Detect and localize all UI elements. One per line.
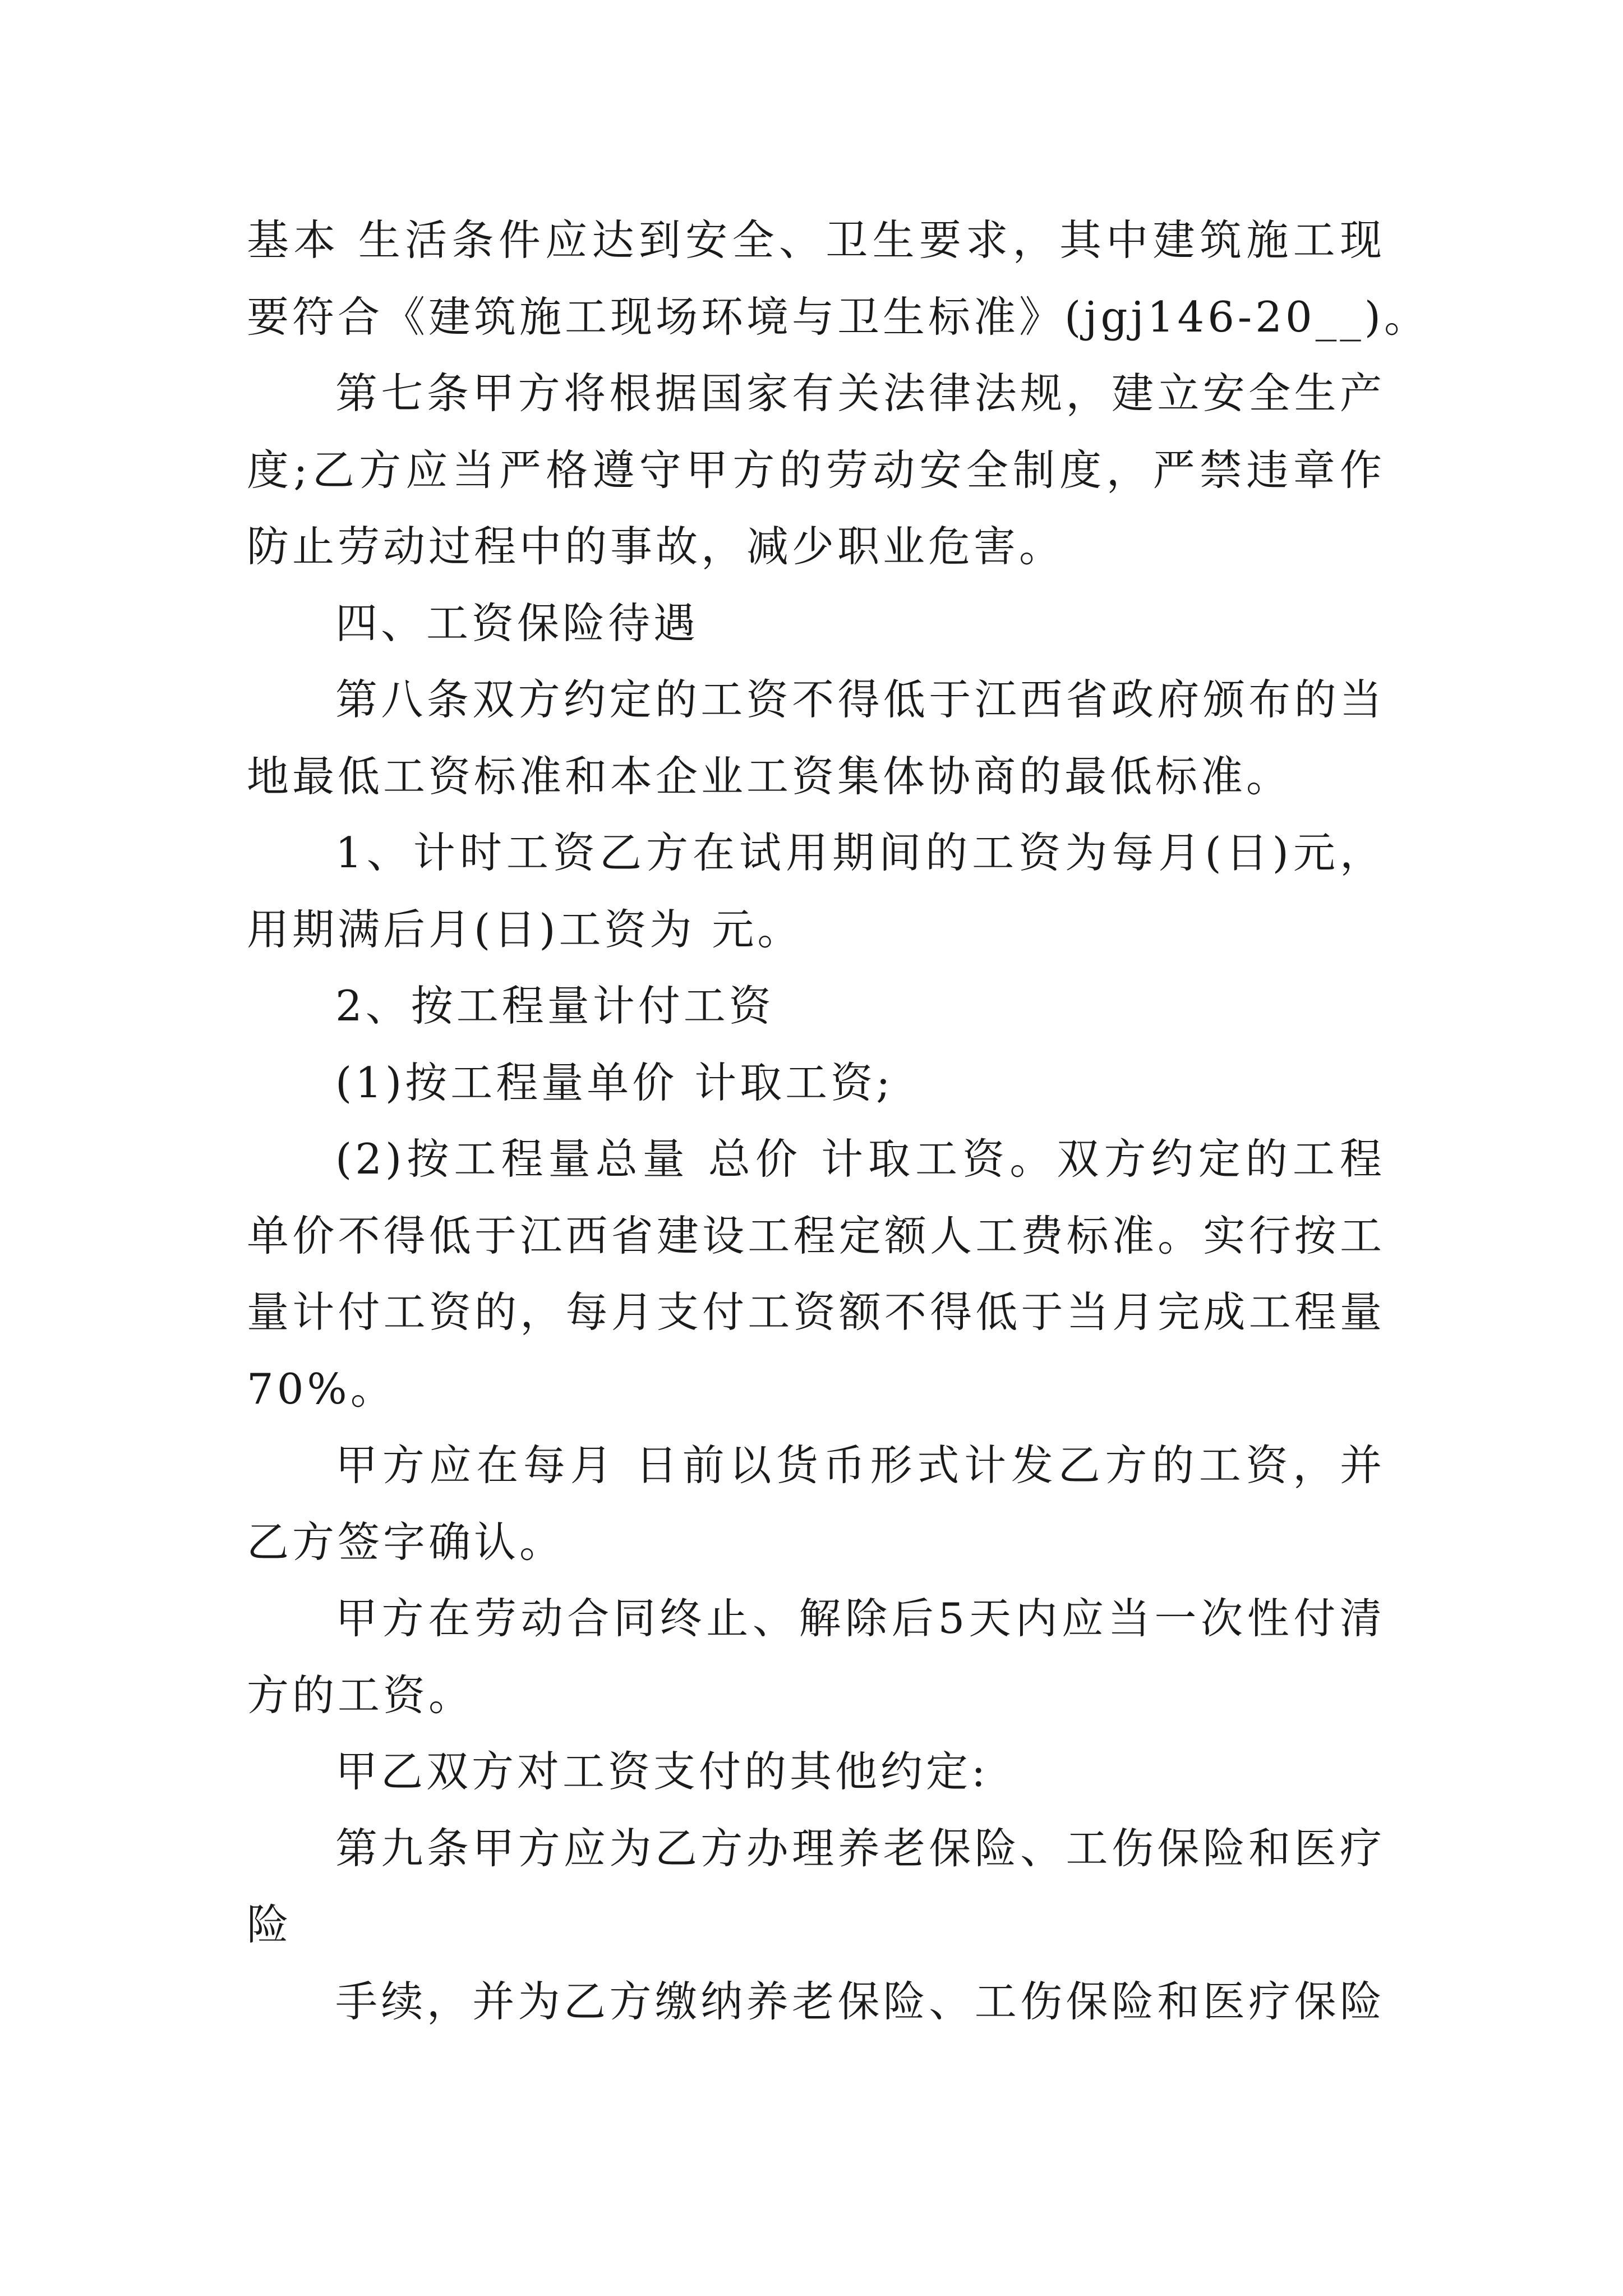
text-line: 1、计时工资乙方在试用期间的工资为每月(日)元， — [335, 828, 1385, 877]
text-line: 要符合《建筑施工现场环境与卫生标准》(jgj146-20__)。 — [247, 292, 1430, 342]
text-line: 单价不得低于江西省建设工程定额人工费标准。实行按工 — [247, 1211, 1385, 1260]
text-line: 险 — [247, 1900, 293, 1949]
text-line: 70%。 — [247, 1364, 396, 1414]
text-line: 甲方应在每月 日前以货币形式计发乙方的工资，并 — [335, 1441, 1385, 1490]
text-line: 地最低工资标准和本企业工资集体协商的最低标准。 — [247, 751, 1292, 801]
text-line: 第八条双方约定的工资不得低于江西省政府颁布的当 — [335, 675, 1385, 724]
text-line: 2、按工程量计付工资 — [335, 981, 774, 1030]
text-line: 量计付工资的，每月支付工资额不得低于当月完成工程量 — [247, 1287, 1385, 1337]
text-line: (2)按工程量总量 总价 计取工资。双方约定的工程 — [335, 1134, 1385, 1184]
text-line: 基本 生活条件应达到安全、卫生要求，其中建筑施工现 — [247, 215, 1385, 265]
document-body — [247, 202, 1430, 2040]
text-line: 甲乙双方对工资支付的其他约定: — [335, 1747, 989, 1796]
text-line: 甲方在劳动合同终止、解除后5天内应当一次性付清 — [335, 1594, 1385, 1643]
text-line: 方的工资。 — [247, 1670, 474, 1720]
text-line: 第七条甲方将根据国家有关法律法规，建立安全生产 — [335, 369, 1385, 418]
text-line: (1)按工程量单价 计取工资; — [335, 1057, 894, 1107]
text-line: 度;乙方应当严格遵守甲方的劳动安全制度，严禁违章作 — [247, 445, 1385, 495]
text-line: 四、工资保险待遇 — [335, 598, 699, 648]
text-line: 手续，并为乙方缴纳养老保险、工伤保险和医疗保险 — [335, 1976, 1385, 2026]
text-line: 乙方签字确认。 — [247, 1517, 565, 1567]
text-line: 防止劳动过程中的事故，减少职业危害。 — [247, 522, 1065, 571]
text-line: 第九条甲方应为乙方办理养老保险、工伤保险和医疗 — [335, 1823, 1385, 1873]
text-line: 用期满后月(日)工资为 元。 — [247, 904, 803, 954]
